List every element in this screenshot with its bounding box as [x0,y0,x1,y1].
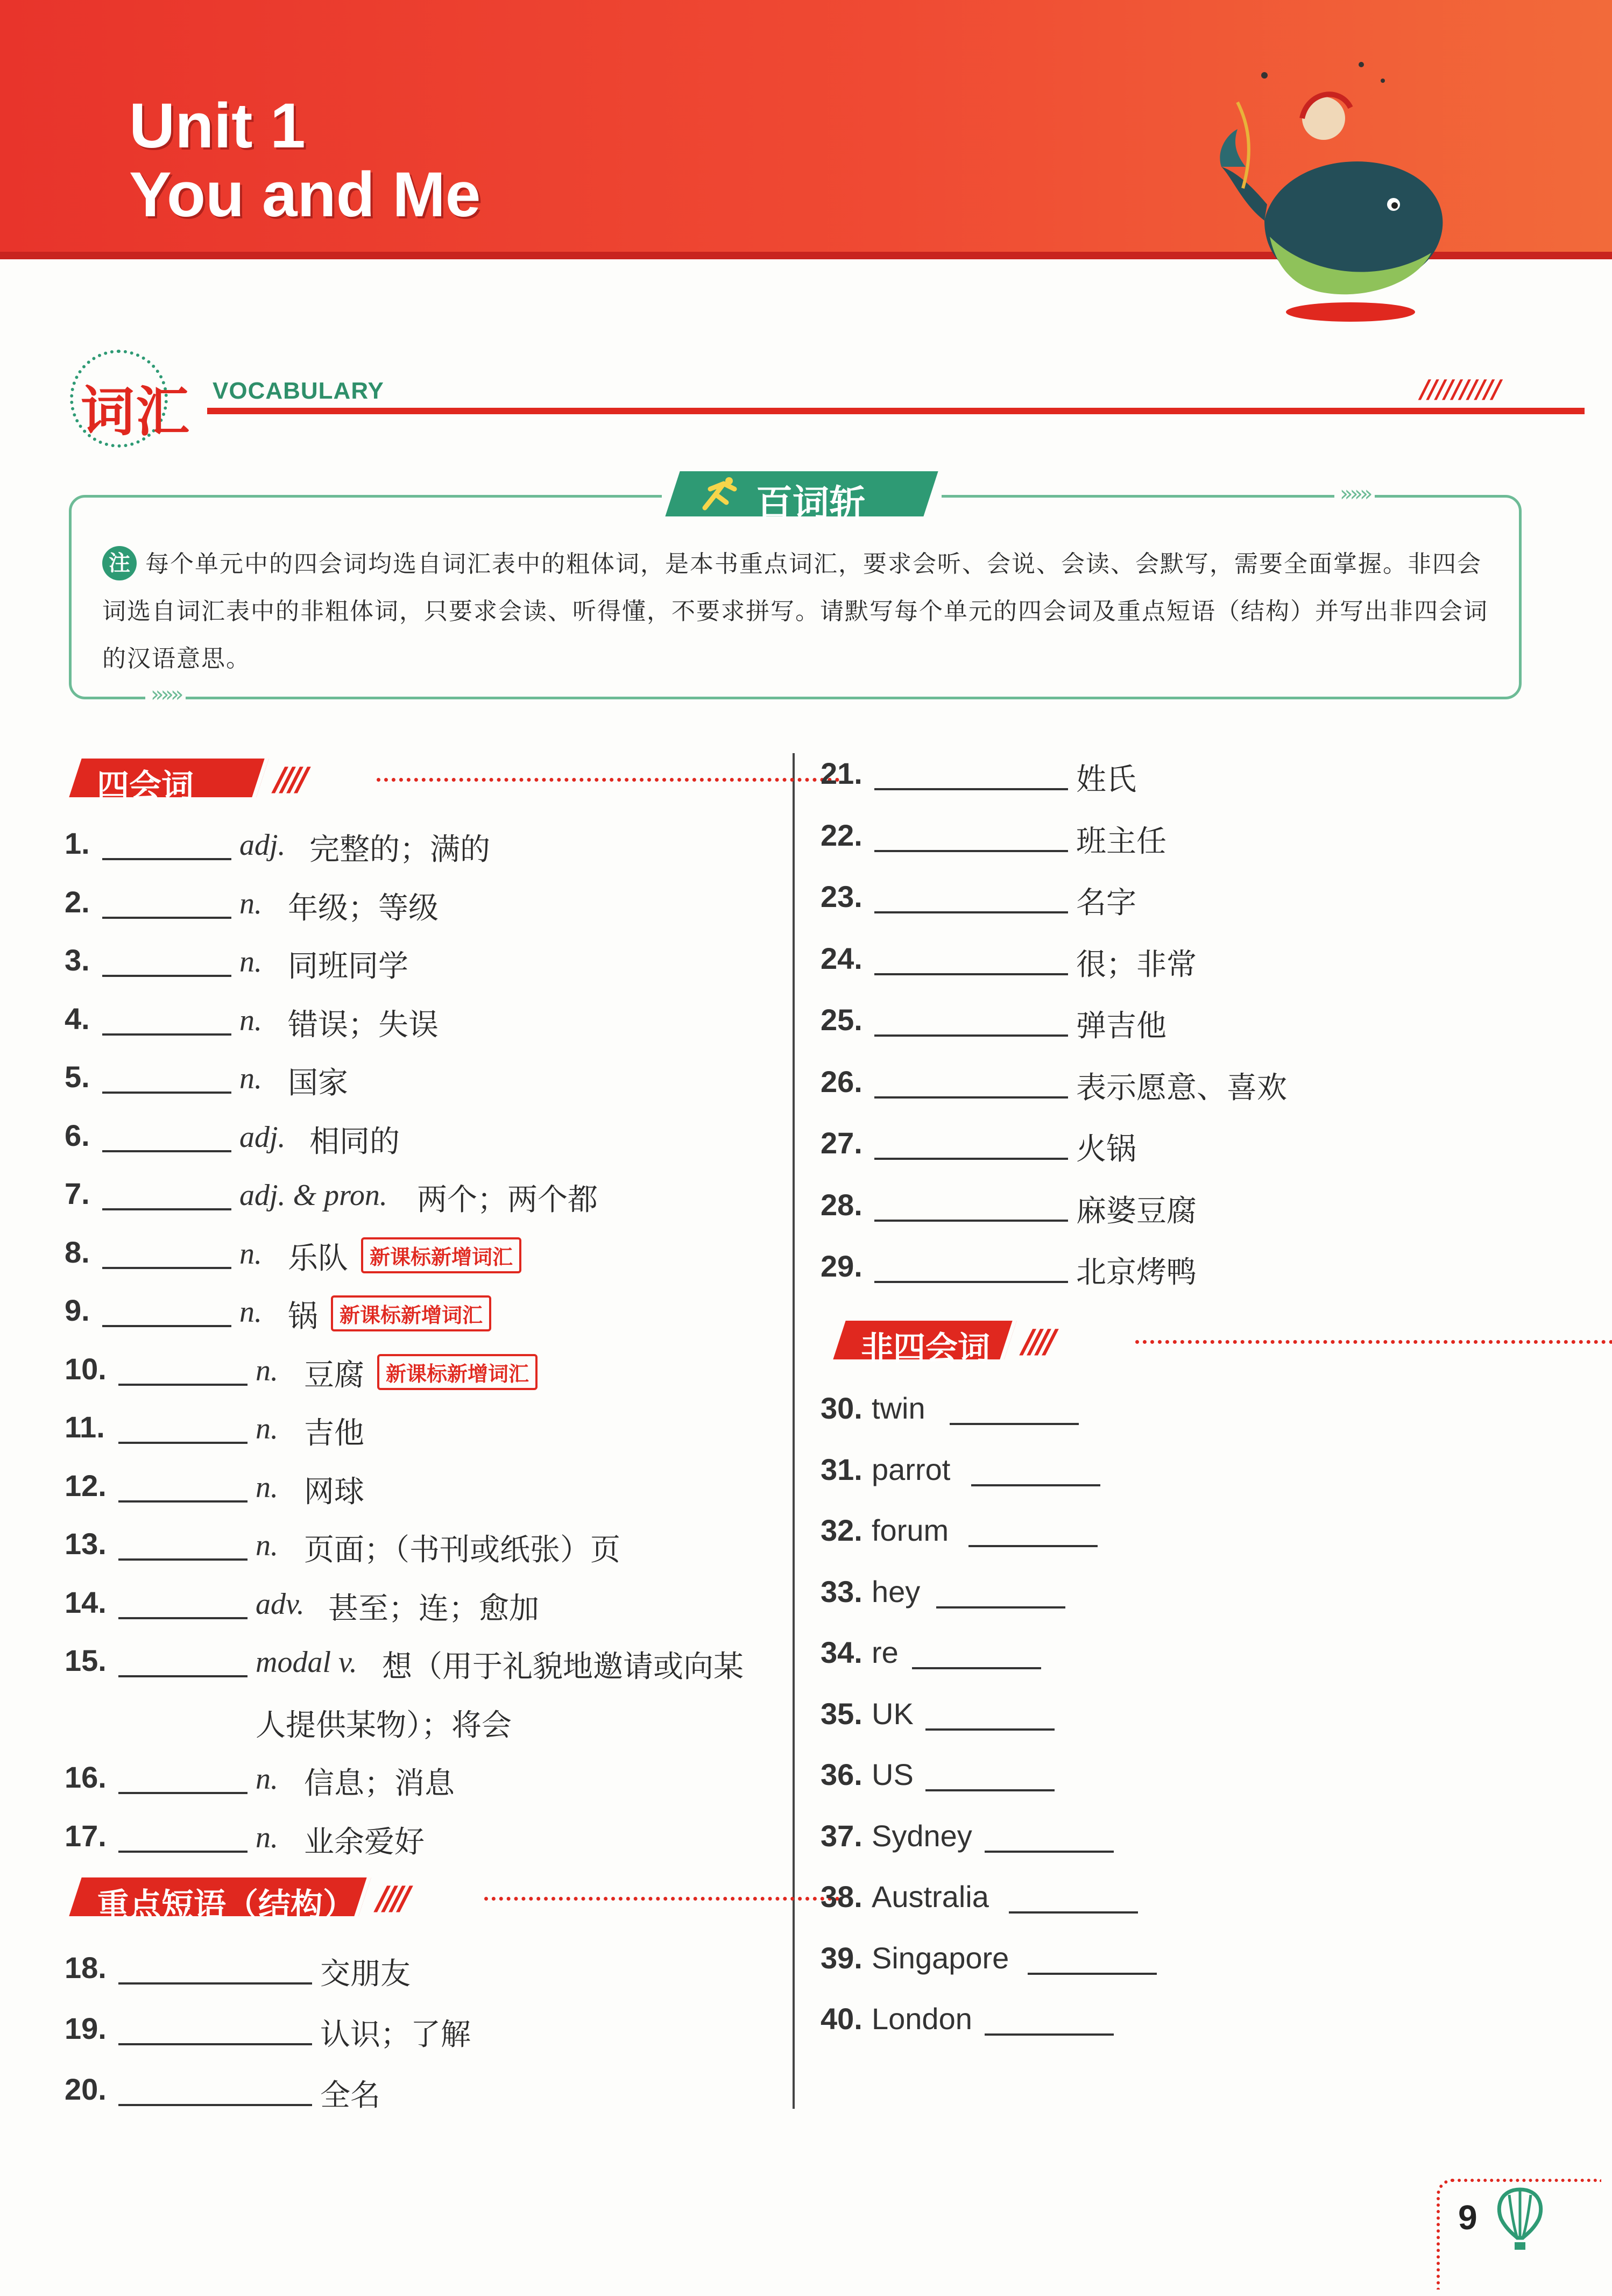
chinese-meaning: 吉他 [304,1416,364,1451]
phrase-row [821,941,1574,984]
item-number: 23. [821,880,862,913]
chinese-meaning: 错误；失误 [288,1007,439,1043]
item-number: 33. [821,1574,862,1608]
runner-icon [694,476,743,513]
item-number: 40. [821,2002,862,2036]
new-curriculum-tag: 新课标新增词汇 [331,1295,491,1331]
word-row [65,1176,786,1219]
phrase-row [821,1187,1574,1230]
answer-blank[interactable] [968,1545,1098,1547]
item-number: 16. [65,1760,107,1794]
word-row [65,1702,786,1745]
word-row [65,1001,786,1044]
vocabulary-title-en: VOCABULARY [213,378,384,404]
word-row [65,826,786,869]
part-of-speech: n. [239,887,262,920]
chinese-meaning: 很；非常 [1076,947,1197,982]
part-of-speech: n. [239,1237,262,1271]
answer-blank[interactable] [1009,1911,1138,1914]
unit-name: You and Me [129,159,481,230]
chevron-right-icon: »»» [145,682,186,707]
item-number: 30. [821,1391,862,1425]
answer-blank[interactable] [925,1789,1055,1791]
word-row [65,1585,786,1628]
section-bars: //// [1022,1323,1052,1360]
chinese-meaning: 乐队 新课标新增词汇 [288,1235,521,1278]
part-of-speech: adj. [239,1120,286,1154]
english-word: re [872,1635,899,1669]
whale-illustration-icon [1200,43,1490,334]
item-number: 2. [65,884,90,919]
section-bars: //// [377,1880,407,1917]
chinese-meaning: 完整的；满的 [309,832,490,867]
word-row [65,943,786,986]
answer-blank[interactable] [118,2104,312,2106]
word-row [65,1526,786,1569]
item-number: 35. [821,1696,862,1731]
phrase-row [821,1064,1574,1107]
item-number: 18. [65,1951,107,1985]
english-word: London [872,2002,972,2036]
answer-blank[interactable] [102,1092,231,1094]
answer-blank[interactable] [118,1675,248,1677]
item-number: 29. [821,1249,862,1283]
item-number: 6. [65,1118,90,1152]
chinese-meaning: 人提供某物）；将会 [256,1707,512,1743]
vocabulary-slashes: ////////// [1420,374,1501,403]
part-of-speech: adj. & pron. [239,1179,387,1212]
word-row [65,1235,786,1278]
item-number: 14. [65,1585,107,1619]
phrase-row [65,2011,786,2054]
word-row [821,2001,1574,2044]
answer-blank[interactable] [925,1728,1055,1731]
item-number: 31. [821,1452,862,1486]
item-number: 9. [65,1293,90,1327]
word-row [65,1643,786,1686]
english-word: twin [872,1391,925,1425]
part-of-speech: adv. [256,1587,305,1621]
phrase-row [65,2072,786,2115]
english-word: Sydney [872,1818,972,1853]
part-of-speech: n. [239,1295,262,1329]
part-of-speech: n. [256,1353,278,1387]
column-divider [793,753,795,2109]
word-row [821,1513,1574,1556]
word-row [65,884,786,927]
part-of-speech: n. [239,945,262,979]
part-of-speech: modal v. [256,1646,357,1679]
word-row [821,1818,1574,1861]
word-row [821,1940,1574,1983]
phrase-row [821,879,1574,922]
item-number: 37. [821,1818,862,1853]
chinese-meaning: 麻婆豆腐 [1076,1193,1197,1229]
word-row [821,1696,1574,1739]
chevron-right-icon: »»» [1334,481,1375,506]
item-number: 7. [65,1177,90,1210]
english-word: Australia [872,1880,989,1914]
chinese-meaning: 豆腐 新课标新增词汇 [304,1351,538,1394]
english-word: forum [872,1513,949,1547]
unit-title [129,91,480,229]
page-number: 9 [1458,2198,1477,2237]
item-number: 34. [821,1635,862,1669]
answer-blank[interactable] [985,2033,1114,2036]
answer-blank[interactable] [102,1208,231,1210]
word-row [65,1293,786,1336]
answer-blank[interactable] [874,1034,1068,1037]
item-number: 20. [65,2072,107,2106]
answer-blank[interactable] [102,1150,231,1152]
answer-blank[interactable] [102,975,231,977]
item-number: 25. [821,1003,862,1037]
answer-blank[interactable] [102,917,231,919]
part-of-speech: n. [256,1470,278,1504]
answer-blank[interactable] [102,1325,231,1327]
chinese-meaning: 想（用于礼貌地邀请或向某 [382,1649,744,1684]
item-number: 15. [65,1643,107,1677]
answer-blank[interactable] [874,788,1068,790]
phrase-row [821,1249,1574,1292]
english-word: UK [872,1696,914,1731]
answer-blank[interactable] [118,1792,248,1794]
word-row [65,1059,786,1102]
answer-blank[interactable] [118,1982,312,1985]
part-of-speech: n. [256,1820,278,1854]
answer-blank[interactable] [874,1220,1068,1222]
chinese-meaning: 班主任 [1076,824,1166,859]
word-row [821,1635,1574,1678]
chinese-meaning: 交朋友 [320,1957,411,1992]
section-label: 非四会词 [861,1330,990,1367]
chinese-meaning: 表示愿意、喜欢 [1076,1070,1287,1106]
word-row [821,1879,1574,1922]
item-number: 11. [65,1410,105,1444]
answer-blank[interactable] [874,1281,1068,1283]
answer-blank[interactable] [102,858,231,860]
chinese-meaning: 网球 [304,1474,364,1510]
item-number: 17. [65,1818,107,1853]
answer-blank[interactable] [985,1851,1114,1853]
answer-blank[interactable] [874,1096,1068,1099]
section-label: 四会词 [97,768,194,805]
chinese-meaning: 两个；两个都 [417,1182,598,1217]
item-number: 28. [821,1187,862,1222]
chinese-meaning: 同班同学 [288,949,408,984]
word-row [821,1574,1574,1617]
answer-blank[interactable] [118,1617,248,1619]
word-row [821,1452,1574,1495]
part-of-speech: n. [239,1062,262,1095]
part-of-speech: adj. [239,828,286,862]
answer-blank[interactable] [912,1667,1041,1669]
part-of-speech: n. [239,1003,262,1037]
item-number: 4. [65,1001,90,1036]
item-number: 36. [821,1758,862,1791]
part-of-speech: n. [256,1762,278,1796]
vocabulary-underline [207,408,1585,414]
new-curriculum-tag: 新课标新增词汇 [361,1237,521,1273]
word-row [65,1818,786,1861]
item-number: 10. [65,1351,107,1386]
chinese-meaning: 年级；等级 [288,890,439,926]
chinese-meaning: 弹吉他 [1076,1009,1166,1044]
word-row [65,1351,786,1394]
answer-blank[interactable] [1028,1973,1157,1975]
english-word: hey [872,1574,921,1608]
section-label: 重点短语（结构） [97,1887,355,1924]
note-mark-icon: 注 [102,546,137,580]
item-number: 27. [821,1126,862,1160]
section-bars: //// [274,761,305,798]
answer-blank[interactable] [118,1384,248,1386]
vocabulary-title-zh: 词汇 [81,380,190,443]
chinese-meaning: 页面；（书刊或纸张）页 [304,1533,620,1568]
item-number: 22. [821,818,862,852]
word-row [821,1757,1574,1800]
unit-number: Unit 1 [129,90,306,161]
chinese-meaning: 相同的 [309,1124,400,1159]
answer-blank[interactable] [936,1606,1065,1608]
hot-air-balloon-icon [1490,2184,1550,2254]
note-title-tag [662,467,942,525]
answer-blank[interactable] [874,1158,1068,1160]
answer-blank[interactable] [102,1033,231,1036]
item-number: 21. [821,756,862,790]
vocabulary-header [65,339,1528,443]
phrase-row [65,1950,786,1993]
chinese-meaning: 姓氏 [1076,762,1136,797]
answer-blank[interactable] [118,2043,312,2045]
chinese-meaning: 名字 [1076,885,1136,920]
item-number: 5. [65,1060,90,1094]
chinese-meaning: 信息；消息 [304,1766,455,1801]
item-number: 38. [821,1880,862,1914]
chinese-meaning: 北京烤鸭 [1076,1255,1197,1290]
answer-blank[interactable] [118,1558,248,1561]
word-row [65,1760,786,1803]
word-row [65,1118,786,1161]
english-word: parrot [872,1452,951,1486]
chinese-meaning: 国家 [288,1066,348,1101]
english-word: US [872,1758,914,1791]
note-text: 每个单元中的四会词均选自词汇表中的粗体词，是本书重点词汇，要求会听、会说、会读、会默写，需要全面掌握。非四会词选自词汇表中的非粗体词，只要求会读、听得懂，不要求拼写。请默写每个单元的四会词及重点短语（结构）并写出非四会词的汉语意思。 [102,550,1488,672]
answer-blank[interactable] [102,1267,231,1269]
word-row [65,1468,786,1511]
chinese-meaning: 业余爱好 [304,1824,425,1860]
item-number: 32. [821,1513,862,1547]
phrase-row [821,1002,1574,1045]
new-curriculum-tag: 新课标新增词汇 [377,1354,538,1390]
chinese-meaning: 甚至；连；愈加 [328,1591,539,1626]
answer-blank[interactable] [118,1851,248,1853]
item-number: 19. [65,2011,107,2045]
phrase-row [821,818,1574,861]
item-number: 12. [65,1468,107,1503]
item-number: 24. [821,941,862,975]
word-row [821,1391,1574,1434]
item-number: 13. [65,1527,107,1561]
answer-blank[interactable] [874,911,1068,913]
answer-blank[interactable] [874,850,1068,852]
chinese-meaning: 锅 新课标新增词汇 [288,1293,491,1336]
item-number: 1. [65,826,90,860]
part-of-speech: n. [256,1529,278,1562]
phrase-row [821,756,1574,799]
answer-blank[interactable] [118,1500,248,1503]
english-word: Singapore [872,1940,1009,1975]
item-number: 3. [65,943,90,977]
chinese-meaning: 火锅 [1076,1132,1136,1167]
item-number: 26. [821,1064,862,1099]
item-number: 39. [821,1940,862,1975]
chinese-meaning: 认识；了解 [320,2017,471,2052]
word-row [65,1409,786,1452]
phrase-row [821,1125,1574,1168]
item-number: 8. [65,1235,90,1269]
answer-blank[interactable] [874,973,1068,975]
part-of-speech: n. [256,1412,278,1445]
chinese-meaning: 全名 [320,2078,380,2113]
answer-blank[interactable] [118,1442,248,1444]
note-title: 百词斩 [756,483,866,525]
answer-blank[interactable] [971,1484,1100,1486]
answer-blank[interactable] [950,1423,1079,1425]
